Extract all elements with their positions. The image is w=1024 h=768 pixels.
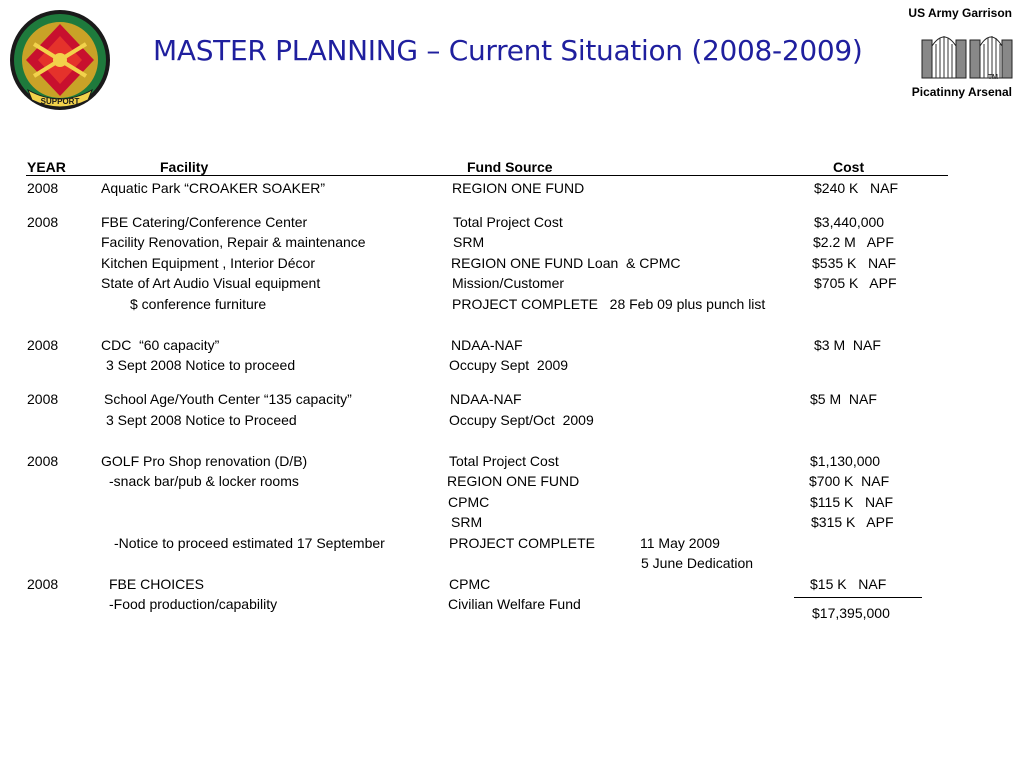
page-title: MASTER PLANNING – Current Situation (2008-2009)	[153, 34, 863, 67]
row-facility: Kitchen Equipment , Interior Décor	[101, 255, 315, 271]
org-name-top: US Army Garrison	[908, 6, 1012, 20]
row-facility: CDC “60 capacity”	[101, 337, 220, 353]
crest-text: SUPPORT	[40, 97, 80, 106]
grand-total: $17,395,000	[812, 605, 890, 621]
total-rule	[794, 597, 922, 598]
row-fund: SRM	[453, 234, 485, 250]
row-facility: Facility Renovation, Repair & maintenance	[101, 234, 366, 250]
row-fund: Occupy Sept/Oct 2009	[449, 412, 594, 428]
row-cost: $705 K APF	[814, 275, 897, 291]
header-rule	[26, 175, 948, 176]
row-cost: $115 K NAF	[810, 494, 894, 510]
row-facility: -Notice to proceed estimated 17 September	[114, 535, 385, 551]
row-facility: -snack bar/pub & locker rooms	[109, 473, 299, 489]
row-fund: NDAA-NAF	[450, 391, 522, 407]
row-cost: $700 K NAF	[809, 473, 890, 489]
row-facility: -Food production/capability	[109, 596, 278, 612]
row-fund: REGION ONE FUND	[447, 473, 580, 489]
row-cost: $3 M NAF	[814, 337, 881, 353]
dedication-date: 5 June Dedication	[641, 555, 754, 571]
row-year: 2008	[27, 337, 59, 353]
row-year: 2008	[27, 453, 59, 469]
trademark-mark: TM	[987, 74, 998, 81]
row-facility: FBE CHOICES	[109, 576, 204, 592]
row-facility: FBE Catering/Conference Center	[101, 214, 308, 230]
row-fund: REGION ONE FUND	[452, 180, 585, 196]
row-facility: GOLF Pro Shop renovation (D/B)	[101, 453, 308, 469]
row-year: 2008	[27, 576, 59, 592]
row-fund: Mission/Customer	[452, 275, 565, 291]
row-fund: Civilian Welfare Fund	[448, 596, 581, 612]
row-cost: $15 K NAF	[810, 576, 887, 592]
row-facility: 3 Sept 2008 Notice to Proceed	[106, 412, 297, 428]
row-fund: Total Project Cost	[453, 214, 563, 230]
row-fund: NDAA-NAF	[451, 337, 523, 353]
row-facility: State of Art Audio Visual equipment	[101, 275, 321, 291]
row-cost: $2.2 M APF	[813, 234, 894, 250]
row-fund: SRM	[451, 514, 483, 530]
row-facility: Aquatic Park “CROAKER SOAKER”	[101, 180, 326, 196]
row-cost: $1,130,000	[810, 453, 881, 469]
row-fund: PROJECT COMPLETE	[449, 535, 595, 551]
column-header-year: YEAR	[27, 159, 66, 175]
row-cost: $3,440,000	[814, 214, 885, 230]
column-header-cost: Cost	[833, 159, 865, 175]
row-fund: Total Project Cost	[449, 453, 559, 469]
column-header-facility: Facility	[160, 159, 209, 175]
row-cost: $315 K APF	[811, 514, 894, 530]
row-fund: CPMC	[449, 576, 491, 592]
row-year: 2008	[27, 391, 59, 407]
row-facility: School Age/Youth Center “135 capacity”	[104, 391, 352, 407]
column-header-fund-source: Fund Source	[467, 159, 553, 175]
row-fund: PROJECT COMPLETE 28 Feb 09 plus punch list	[452, 296, 766, 312]
row-fund: REGION ONE FUND Loan & CPMC	[451, 255, 681, 271]
arsenal-gate-logo	[914, 24, 1014, 82]
row-fund: CPMC	[448, 494, 490, 510]
row-year: 2008	[27, 180, 59, 196]
org-name-bottom: Picatinny Arsenal	[911, 85, 1012, 99]
row-facility: $ conference furniture	[130, 296, 267, 312]
row-facility: 3 Sept 2008 Notice to proceed	[106, 357, 296, 373]
garrison-crest-logo	[6, 8, 114, 112]
row-cost: $5 M NAF	[810, 391, 877, 407]
row-cost: $535 K NAF	[812, 255, 897, 271]
row-year: 2008	[27, 214, 59, 230]
row-fund: Occupy Sept 2009	[449, 357, 569, 373]
completion-date: 11 May 2009	[640, 535, 720, 551]
row-cost: $240 K NAF	[814, 180, 899, 196]
